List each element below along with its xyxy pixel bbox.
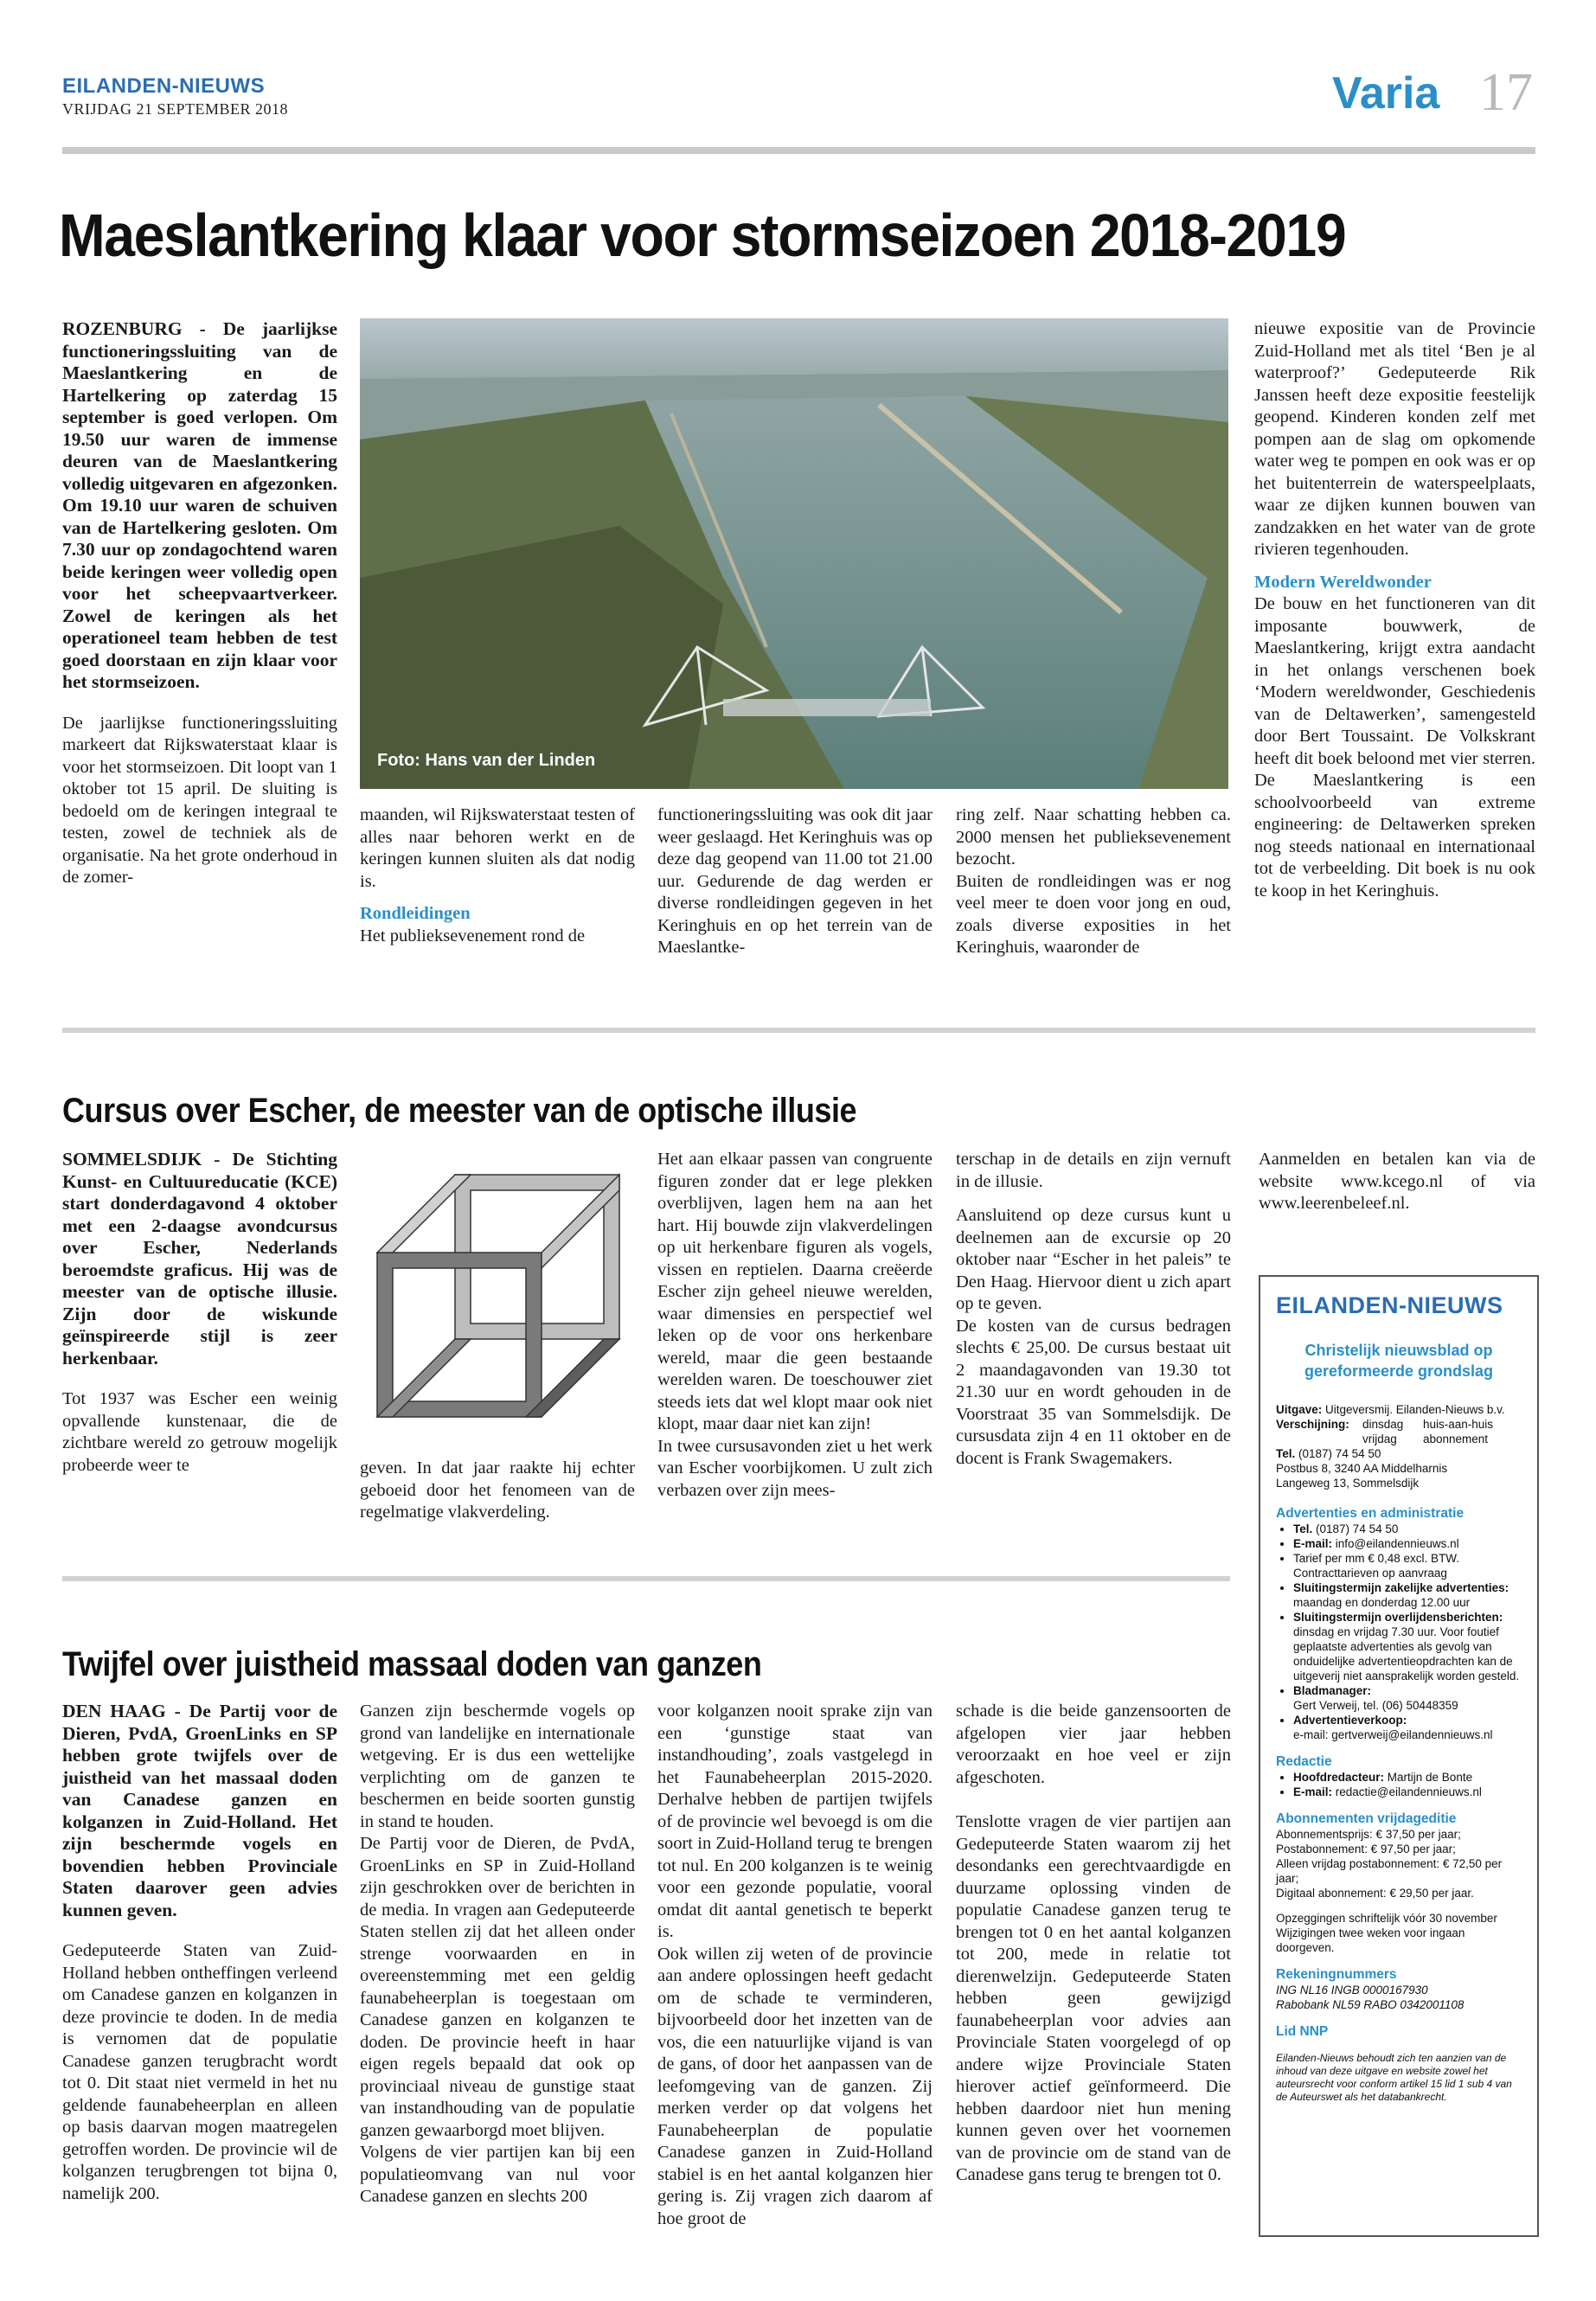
rek-lines xyxy=(1276,1983,1522,2012)
article2-col4-body2: Aansluitend op deze cursus kunt u deelnemen aan de excursie op 20 oktober naar “Escher in het paleis” te Den Haag. Hiervoor dient u zich apart op te geven. xyxy=(956,1206,1231,1313)
adv-item: • Tel. (0187) 74 54 50 xyxy=(1293,1522,1522,1536)
rek-line: Rabobank NL59 RABO 0342001108 xyxy=(1276,1998,1465,2011)
section-title: Varia xyxy=(1332,68,1440,119)
article3-col1 xyxy=(62,1701,337,2205)
article2-headline: Cursus over Escher, de meester van de optische illusie xyxy=(62,1092,857,1130)
verschijning-day-1: dinsdag xyxy=(1362,1418,1404,1431)
postbus: Postbus 8, 3240 AA Middelharnis xyxy=(1276,1462,1448,1475)
abo-line: Digitaal abonnement: € 29,50 per jaar. xyxy=(1276,1887,1474,1900)
article3-col4-body2: Tenslotte vragen de vier partijen aan Gedeputeerde Staten waarom zij het desondanks een gerechtvaardigde en duurzame oplossing vinden de populatie Canadese ganzen terug te brengen tot 0 en het aantal kolganzen tot 200, mede in relatie tot dierenwelzijn. Gedeputeerde Staten hebben geen gewijzigd faunabeheerplan voor advies aan Provinciale Staten voorgelegd of op andere wijze Provinciale Staten hierover actief geïnformeerd. Die hebben daardoor niet hun mening kunnen geven over het voornemen van de provincie om de stand van de Canadese gans terug te brengen tot 0. xyxy=(956,1812,1231,2184)
verschijning-day-2: vrijdag xyxy=(1362,1433,1397,1445)
article3-col2-body2: De Partij voor de Dieren, de PvdA, GroenLinks en SP in Zuid-Holland zijn geschrokken over de berichten in de media. In vragen aan Gedeputeerde Staten stellen zij dat het alleen onder strenge voorwaarden en in overeenstemming met een geldig faunabeheerplan is toegestaan om Canadese ganzen en kolganzen te doden. De provincie heeft in haar eigen regels bepaald dat ook op provinciaal niveau de gunstige staat van instandhouding van de populatie ganzen gewaarborgd moet blijven. xyxy=(360,1834,635,2140)
article2-col1-body: Tot 1937 was Escher een weinig opvallende kunstenaar, die de zichtbare wereld zo getrouw mogelijk probeerde weer te xyxy=(62,1389,337,1475)
adv-item: • Tarief per mm € 0,48 excl. BTW. Contracttarieven op aanvraag xyxy=(1293,1551,1522,1580)
abo-note: Opzeggingen schriftelijk vóór 30 november Wijzigingen twee weken voor ingaan doorgeven. xyxy=(1276,1912,1497,1954)
page-number: 17 xyxy=(1479,63,1533,122)
adv-item: • Sluitingstermijn overlijdensberichten: dinsdag en vrijdag 7.30 uur. Voor foutief geplaatste advertenties als gevolg van onduidelijke advertentieopdrachten kan de uitgeverij niet aansprakelijk worden gesteld. xyxy=(1293,1610,1522,1683)
impossible-cube-illustration xyxy=(360,1149,635,1447)
article3-col2-body3: Volgens de vier partijen kan bij een populatieomvang van nul voor Canadese ganzen en slechts 200 xyxy=(360,2143,635,2206)
article2-col3 xyxy=(657,1149,933,1502)
adv-item: • Sluitingstermijn zakelijke advertenties: maandag en donderdag 12.00 uur xyxy=(1293,1580,1522,1610)
article1-col1 xyxy=(62,318,337,889)
article3-col3-body: voor kolganzen nooit sprake zijn van een ‘gunstige staat van instandhouding’, zoals vastgelegd in het Faunabeheerplan 2015-2020. Derhalve hebben de partijen twijfels of de provincie wel bevoegd is om die soort in Zuid-Holland terug te brengen tot nul. En 200 kolganzen is te weinig voor een gezonde populatie, vooral omdat dit aantal genetisch te beperkt is. xyxy=(657,1702,933,1941)
adv-item: • Bladmanager: Gert Verweij, tel. (06) 50448359 xyxy=(1293,1683,1522,1713)
redactie-list xyxy=(1276,1770,1522,1799)
rek-line: ING NL16 INGB 0000167930 xyxy=(1276,1984,1428,1997)
article1-col4-body: ring zelf. Naar schatting hebben ca. 2000 mensen het publieksevenement bezocht. xyxy=(956,805,1231,868)
article1-col3-body: functioneringssluiting was ook dit jaar weer geslaagd. Het Keringhuis was op deze dag geopend van 11.00 tot 21.00 uur. Gedurende de dag werden er diverse rondleidingen gegeven in het Keringhuis en op het terrein van de Maeslantke- xyxy=(657,805,933,957)
article1-col3 xyxy=(657,804,933,959)
header-rule xyxy=(62,147,1535,154)
issue-date: VRIJDAG 21 SEPTEMBER 2018 xyxy=(62,100,289,118)
abo-line: Alleen vrijdag postabonnement: € 72,50 per jaar; xyxy=(1276,1857,1503,1885)
article-divider-2 xyxy=(62,1576,1230,1581)
redactie-heading: Redactie xyxy=(1276,1754,1332,1769)
newspaper-logo: EILANDEN-NIEUWS xyxy=(62,74,266,98)
article2-col1 xyxy=(62,1149,337,1477)
article3-col4 xyxy=(956,1701,1231,2187)
tel-value: (0187) 74 54 50 xyxy=(1298,1447,1381,1460)
adv-item: • E-mail: info@eilandennieuws.nl xyxy=(1293,1536,1522,1551)
article3-col3-body2: Ook willen zij weten of de provincie aan andere oplossingen heeft gedacht om de schade te verminderen, bijvoorbeeld door het inzetten van de vos, die een natuurlijke vijand is van de gans, of door het aanpassen van de leefomgeving van de ganzen. Zij merken verder op dat volgens het Faunabeheerplan de populatie Canadese ganzen in Zuid-Holland stabiel is en het aantal kolganzen hier gering is. Zij vragen zich daarom af hoe groot de xyxy=(657,1944,933,2228)
address: Langeweg 13, Sommelsdijk xyxy=(1276,1477,1420,1490)
colophon-box xyxy=(1259,1275,1539,2237)
article1-col2-body2: Het publieksevenement rond de xyxy=(360,926,586,945)
redactie-item: • E-mail: redactie@eilandennieuws.nl xyxy=(1293,1785,1522,1799)
article2-col4-body3: De kosten van de cursus bedragen slechts € 25,00. De cursus bestaat uit 2 maandagavonden van 19.30 tot 21.30 uur en wordt gehouden in de Voorstraat 35 van Sommelsdijk. De cursusdata zijn 4 en 11 oktober en de docent is Frank Swagemakers. xyxy=(956,1316,1231,1468)
article3-lead: DEN HAAG - De Partij voor de Dieren, PvdA, GroenLinks en SP hebben grote twijfels over de juistheid van het massaal doden van Canadese ganzen en kolganzen in Zuid-Holland. Het zijn beschermde vogels en bovendien hebben Provinciale Staten daarover geen advies kunnen geven. xyxy=(62,1701,337,1920)
uitgave-label: Uitgave: xyxy=(1276,1403,1323,1416)
article1-col4 xyxy=(956,804,1231,959)
adv-list xyxy=(1276,1522,1522,1742)
photo-caption: Foto: Hans van der Linden xyxy=(377,751,596,770)
article2-col5 xyxy=(1259,1149,1535,1215)
subhead-modern-wereldwonder: Modern Wereldwonder xyxy=(1254,572,1432,592)
article1-lead: ROZENBURG - De jaarlijkse functioneringssluiting van de Maeslantkering en de Hartelkering op zaterdag 15 september is goed verlopen. Om 19.50 uur waren de immense deuren van de Maeslantkering volledig uitgevaren en afgezonken. Om 19.10 uur waren de schuiven van de Hartelkering gesloten. Om 7.30 uur op zondagochtend waren beide keringen weer volledig open voor het scheepvaartverkeer. Zowel de keringen als het operationeel team hebben de test goed doorstaan en zijn klaar voor het stormseizoen. xyxy=(62,318,337,692)
article1-col5-body2: De bouw en het functioneren van dit imposante bouwwerk, de Maeslantkering, krijgt extra aandacht in het onlangs verschenen boek ‘Modern wereldwonder, Geschiedenis van de Deltawerken’, samengesteld door Bert Toussaint. De Volkskrant heeft dit boek beloond met vier sterren. De Maeslantkering is een schoolvoorbeeld van extreme engineering: de Deltawerken spreken nog steeds nationaal en internationaal tot de verbeelding. Dit boek is nu ook te koop in het Keringhuis. xyxy=(1254,594,1535,901)
adv-item: • Advertentieverkoop: e-mail: gertverweij@eilandennieuws.nl xyxy=(1293,1713,1522,1742)
maeslantkering-photo xyxy=(360,318,1228,789)
uitgave-value: Uitgeversmij. Eilanden-Nieuws b.v. xyxy=(1325,1403,1505,1416)
tel-label: Tel. xyxy=(1276,1447,1296,1460)
colophon-subtitle: Christelijk nieuwsblad op gereformeerde grondslag xyxy=(1304,1342,1494,1380)
article2-col3-body: Het aan elkaar passen van congruente figuren zonder dat er lege plekken overblijven, lagen hem na aan het hart. Hij bouwde zijn vlakverdelingen op uit herkenbare figuren als vogels, vissen en reptielen. Daarna creëerde Escher zijn geheel nieuwe werelden, waar dimensies en perspectief wel leken op de voor ons herkenbare wereld, maar die geen bestaande werelden waren. De toeschouwer ziet steeds iets dat wel klopt maar ook niet klopt, maar daar niet kan zijn! xyxy=(657,1150,933,1433)
article2-col3-body2: In twee cursusavonden ziet u het werk van Escher voorbijkomen. U zult zich verbazen over zijn mees- xyxy=(657,1436,933,1500)
article1-col5 xyxy=(1254,318,1535,902)
article1-col4-body2: Buiten de rondleidingen was er nog veel meer te doen voor jong en oud, zoals diverse exposities in het Keringhuis, waaronder de xyxy=(956,871,1231,957)
article1-col1-body: De jaarlijkse functioneringssluiting markeert dat Rijkswaterstaat klaar is voor het stormseizoen. Dit loopt van 1 oktober tot 15 april. De sluiting is bedoeld om de keringen integraal te testen, zowel de techniek als de organisatie. Na het grote onderhoud in de zomer- xyxy=(62,713,337,887)
article2-col4 xyxy=(956,1149,1231,1470)
adv-heading: Advertenties en administratie xyxy=(1276,1506,1465,1521)
article3-col3 xyxy=(657,1701,933,2230)
article2-col5-body: Aanmelden en betalen kan via de website www.kcego.nl of via www.leerenbeleef.nl. xyxy=(1259,1150,1535,1213)
article-divider-1 xyxy=(62,1028,1535,1033)
abo-lines xyxy=(1276,1827,1522,1955)
disclaimer: Eilanden-Nieuws behoudt zich ten aanzien van de inhoud van deze uitgave en website zowel het auteursrecht voor conform artikel 15 lid 1 sub 4 van de Auteurswet als het databankrecht. xyxy=(1276,2052,1512,2103)
abo-line: Postabonnement: € 97,50 per jaar; xyxy=(1276,1843,1456,1856)
article3-col2-body: Ganzen zijn beschermde vogels op grond van landelijke en internationale wetgeving. Er is dus een wettelijke verplichting om de ganzen te beschermen en beide soorten gunstig in stand te houden. xyxy=(360,1702,635,1831)
aerial-photo-illustration xyxy=(360,318,1228,789)
article3-col1-body: Gedeputeerde Staten van Zuid-Holland hebben ontheffingen verleend om Canadese ganzen en kolganzen in deze provincie te doden. In de media is vernomen dat de populatie Canadese ganzen terugbracht wordt tot 0. Dit staat niet vermeld in het nu geldende faunabeheerplan en alleen op basis daarvan mogen maatregelen getroffen worden. De provincie wil de kolganzen terugbrengen tot bijna 0, namelijk 200. xyxy=(62,1941,337,2203)
article1-col2 xyxy=(360,804,635,947)
article3-headline: Twijfel over juistheid massaal doden van ganzen xyxy=(62,1645,762,1683)
subhead-rondleidingen: Rondleidingen xyxy=(360,904,471,923)
article1-headline: Maeslantkering klaar voor stormseizoen 2018-2019 xyxy=(59,202,1346,269)
escher-cube-image xyxy=(360,1149,635,1447)
abo-line: Abonnementsprijs: € 37,50 per jaar; xyxy=(1276,1828,1461,1841)
article2-col2 xyxy=(360,1458,635,1524)
lid-nnp: Lid NNP xyxy=(1276,2024,1329,2039)
article3-col2 xyxy=(360,1701,635,2208)
article3-col4-body: schade is die beide ganzensoorten de afgelopen vier jaar hebben veroorzaakt en hoe veel er zijn afgeschoten. xyxy=(956,1702,1231,1787)
verschijning-label: Verschijning: xyxy=(1276,1418,1349,1431)
article1-col5-body: nieuwe expositie van de Provincie Zuid-Holland met als titel ‘Ben je al waterproof?’ Gedeputeerde Rik Janssen heeft deze expositie feestelijk geopend. Kinderen konden zelf met pompen aan de slag om opkomende water weg te pompen en ook was er op het buitenterrein de waterspeelplaats, waar ze dijken kunnen bouwen van zandzakken en het water van de grote rivieren tegenhouden. xyxy=(1254,319,1535,559)
verschijning-type-2: abonnement xyxy=(1423,1433,1489,1445)
redactie-item: • Hoofdredacteur: Martijn de Bonte xyxy=(1293,1770,1522,1785)
article2-col4-body: terschap in de details en zijn vernuft in de illusie. xyxy=(956,1150,1231,1191)
abo-heading: Abonnementen vrijdageditie xyxy=(1276,1811,1457,1826)
colophon-logo: EILANDEN-NIEUWS xyxy=(1276,1292,1503,1318)
article2-lead: SOMMELSDIJK - De Stichting Kunst- en Cultuureducatie (KCE) start donderdagavond 4 oktober met een 2-daagse avondcursus over Escher, Nederlands beroemdste graficus. Hij was de meester van de optische illusie. Zijn door de wiskunde geïnspireerde stijl is zeer herkenbaar. xyxy=(62,1149,337,1368)
colophon-publisher-block xyxy=(1276,1402,1522,1490)
verschijning-type-1: huis-aan-huis xyxy=(1423,1418,1494,1431)
rek-heading: Rekeningnummers xyxy=(1276,1967,1397,1982)
article2-col2-body: geven. In dat jaar raakte hij echter geboeid door het fenomeen van de regelmatige vlakverdeling. xyxy=(360,1458,635,1522)
article1-col2-body: maanden, wil Rijkswaterstaat testen of alles naar behoren werkt en de keringen kunnen sluiten als dat nodig is. xyxy=(360,805,635,891)
